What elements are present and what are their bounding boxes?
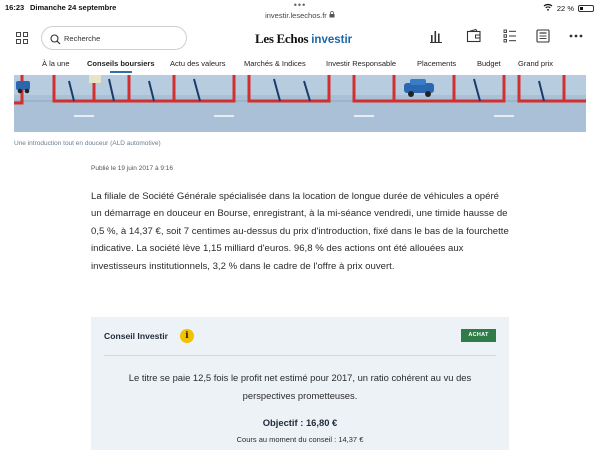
wifi-icon xyxy=(543,3,553,13)
multitask-dots-icon[interactable]: ••• xyxy=(293,0,307,10)
info-icon[interactable]: i xyxy=(180,329,194,343)
newspaper-icon[interactable] xyxy=(535,28,551,44)
search-icon xyxy=(50,32,61,50)
site-header xyxy=(0,22,600,54)
status-time: 16:23 xyxy=(5,3,25,12)
tab-budget[interactable]: Budget xyxy=(477,59,501,68)
apps-grid-icon[interactable] xyxy=(16,31,28,43)
tab-marches-indices[interactable]: Marchés & Indices xyxy=(244,59,306,68)
lock-icon xyxy=(329,11,335,20)
investir-advice-box xyxy=(91,317,509,450)
tab-conseils-boursiers[interactable]: Conseils boursiers xyxy=(87,59,155,68)
search-box[interactable] xyxy=(41,26,187,50)
more-icon[interactable] xyxy=(568,28,584,44)
battery-icon xyxy=(578,5,594,12)
recommendation-badge: ACHAT xyxy=(461,329,496,342)
section-nav xyxy=(0,57,600,75)
logo-les-echos: Les Echos xyxy=(255,31,309,46)
logo-investir: investir xyxy=(311,34,353,46)
advice-target: Objectif : 16,80 € xyxy=(262,417,338,428)
active-tab-indicator xyxy=(110,71,132,73)
battery-percent: 22 % xyxy=(556,3,574,13)
address-url: investir.lesechos.fr xyxy=(265,11,327,20)
advice-price: Cours au moment du conseil : 14,37 € xyxy=(236,435,364,444)
article-lead: La filiale de Société Générale spécialisée dans la location de longue durée de véhicules a opéré un démarrage en douceur en Bourse, enregistrant, à la mi-séance vendredi, une timide hausse de 0,5 %, à 14,37 €, soit 7 centimes au-dessus du prix d'introduction, fixé dans le bas de la fourchette indicative. La société lève 1,15 milliard d'euros. 96,8 % des actions ont été allouées aux investisseurs institutionnels, 3,2 % dans le cadre de l'offre à prix ouvert. xyxy=(91,191,509,272)
tab-grand-prix[interactable]: Grand prix xyxy=(518,59,554,68)
status-date: Dimanche 24 septembre xyxy=(30,3,117,12)
advice-title: Conseil Investir xyxy=(104,331,168,341)
search-input[interactable] xyxy=(64,32,179,45)
article-illustration xyxy=(14,75,586,132)
status-bar xyxy=(0,0,600,20)
publish-date: Publié le 19 juin 2017 à 9:16 xyxy=(91,165,174,172)
tab-investir-responsable[interactable]: Investir Responsable xyxy=(326,59,397,68)
list-icon[interactable] xyxy=(502,28,518,44)
tab-placements[interactable]: Placements xyxy=(417,59,457,68)
tab-a-la-une[interactable]: À la une xyxy=(42,59,70,68)
address-bar[interactable] xyxy=(0,11,600,20)
tab-actu-des-valeurs[interactable]: Actu des valeurs xyxy=(170,59,226,68)
bar-chart-icon[interactable] xyxy=(428,28,444,44)
advice-divider xyxy=(104,355,496,356)
site-logo[interactable] xyxy=(255,31,352,47)
illustration-caption: Une introduction tout en douceur (ALD automotive) xyxy=(14,140,161,147)
advice-text: Le titre se paie 12,5 fois le profit net estimé pour 2017, un ratio cohérent au vu des perspectives prometteuses. xyxy=(128,372,472,401)
wallet-icon[interactable] xyxy=(466,28,482,44)
